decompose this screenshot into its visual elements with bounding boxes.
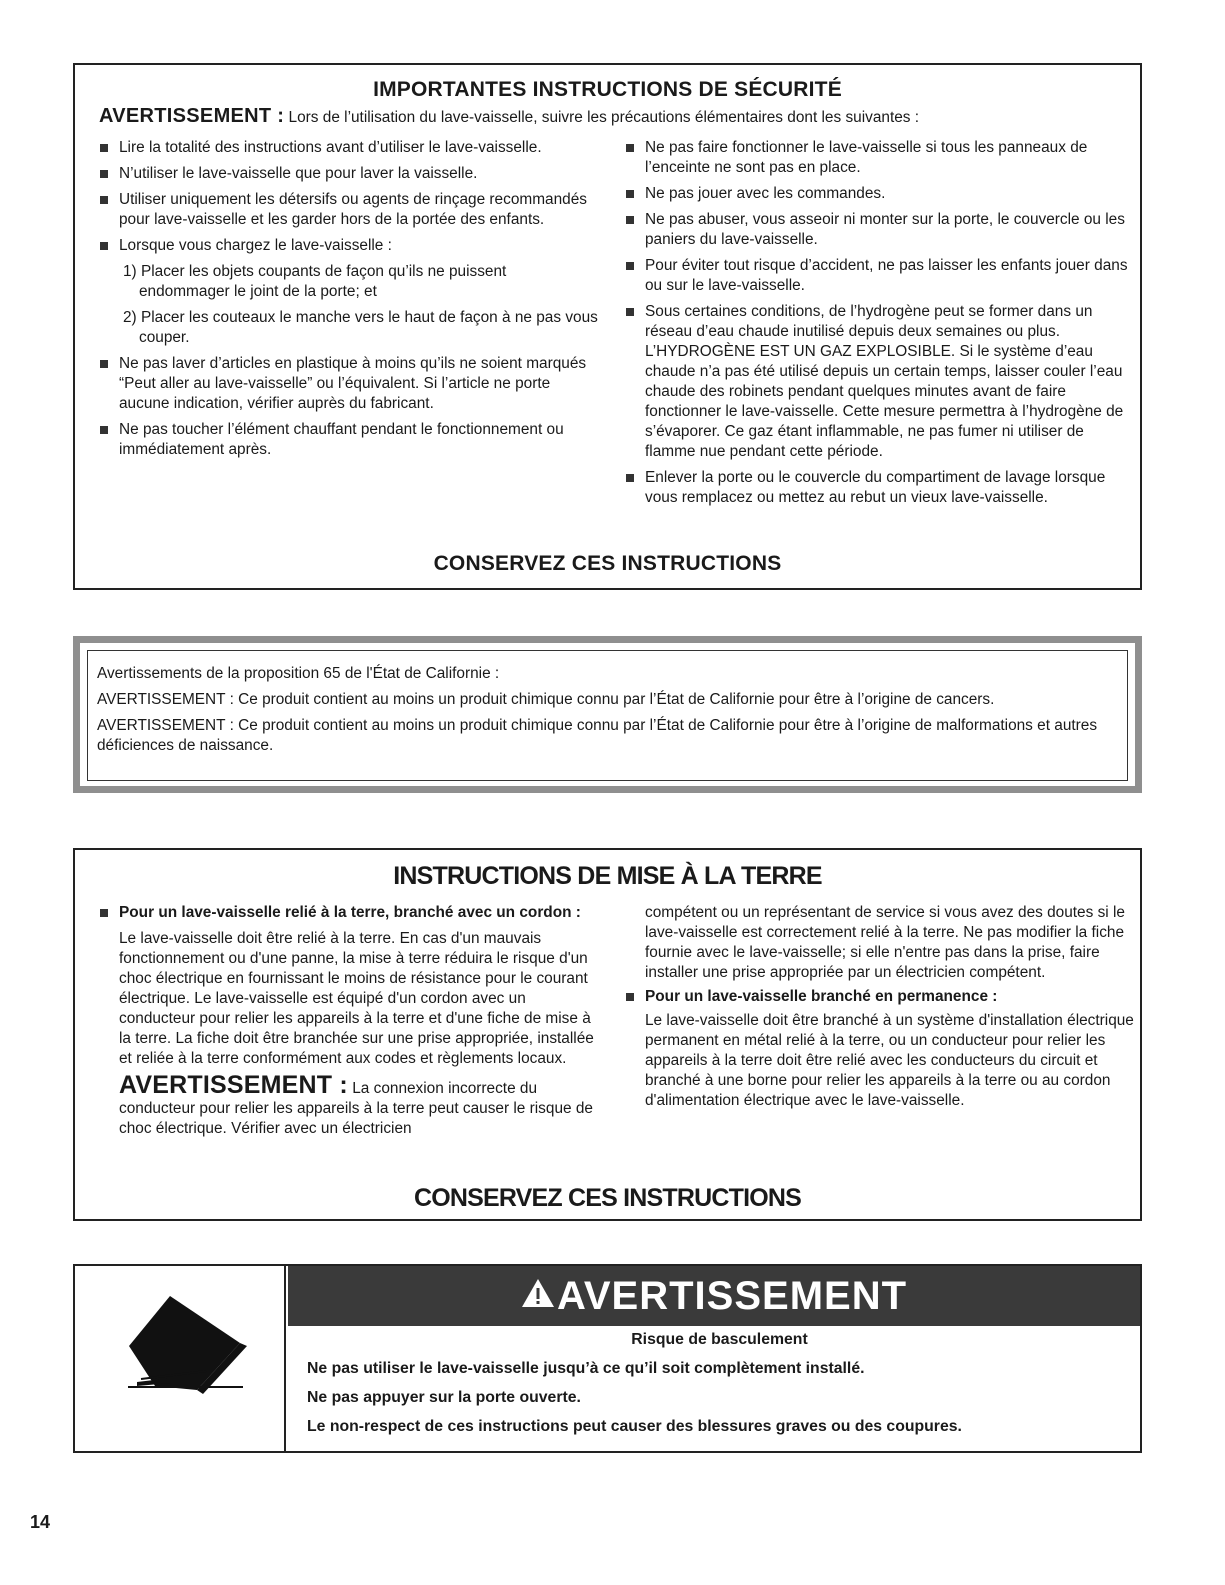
grounding-instructions-box (73, 848, 1142, 1221)
tip-over-warning-box (73, 1264, 1142, 1453)
grounding-footer: CONSERVEZ CES INSTRUCTIONS (413, 1184, 802, 1212)
safety-footer: CONSERVEZ CES INSTRUCTIONS (433, 552, 782, 575)
safety-title: IMPORTANTES INSTRUCTIONS DE SÉCURITÉ (373, 78, 842, 101)
prop65-warning-cancer: AVERTISSEMENT : Ce produit contient au moins un produit chimique connu par l’État de Californie pour être à l’origine de cancers. (97, 691, 995, 708)
grounding-warning-text: La connexion incorrecte du conducteur pour relier les appareils à la terre peut causer le risque de choc électrique. Vérifier avec un électricien (119, 1080, 593, 1137)
safety-intro-text: Lors de l’utilisation du lave-vaisselle, suivre les précautions élémentaires dont les suivantes : (284, 109, 920, 126)
tip-warning-line: Le non-respect de ces instructions peut causer des blessures graves ou des coupures. (307, 1418, 962, 1435)
list-item: Utiliser uniquement les détersifs ou agents de rinçage recommandés pour lave-vaisselle et les garder hors de la portée des enfants. (99, 190, 599, 230)
list-item: Lorsque vous chargez le lave-vaisselle : (99, 236, 599, 256)
safety-right-column (625, 138, 1135, 514)
list-item: Ne pas jouer avec les commandes. (625, 184, 1135, 204)
grounding-left-column (99, 903, 599, 1139)
grounding-title: INSTRUCTIONS DE MISE À LA TERRE (393, 862, 822, 890)
tip-warning-line: Ne pas appuyer sur la porte ouverte. (307, 1389, 581, 1406)
grounding-permanent-text: Le lave-vaisselle doit être branché à un système d'installation électrique permanent en métal relié à la terre, ou un conducteur pour relier les appareils à la terre doit être relié avec les conducteurs du circuit et branché à une borne pour relier les appareils à la terre ou au cordon d'alimentation électrique avec le lave-vaisselle. (645, 1012, 1134, 1109)
list-item: Pour éviter tout risque d’accident, ne pas laisser les enfants jouer dans ou sur le lave-vaisselle. (625, 256, 1135, 296)
loading-step: 2) Placer les couteaux le manche vers le haut de façon à ne pas vous couper. (123, 309, 598, 346)
list-item: Ne pas abuser, vous asseoir ni monter sur la porte, le couvercle ou les paniers du lave-vaisselle. (625, 210, 1135, 250)
grounding-continued-text: compétent ou un représentant de service si vous avez des doutes si le lave-vaisselle est correctement relié à la terre. Ne pas modifier la fiche fournie avec le lave-vaisselle; si elle n'entre pas dans la prise, faire installer une prise appropriée par un électricien compétent. (645, 904, 1125, 981)
grounding-warning-lead: AVERTISSEMENT : (119, 1071, 348, 1099)
safety-instructions-box (73, 63, 1142, 590)
prop65-heading: Avertissements de la proposition 65 de l'État de Californie : (97, 665, 500, 682)
list-item: N’utiliser le lave-vaisselle que pour laver la vaisselle. (99, 164, 599, 184)
loading-step: 1) Placer les objets coupants de façon qu’ils ne puissent endommager le joint de la porte; et (123, 263, 507, 300)
grounding-subheading-cord: Pour un lave-vaisselle relié à la terre, branché avec un cordon : (99, 903, 599, 923)
tip-over-icon (75, 1266, 286, 1453)
grounding-cord-text: Le lave-vaisselle doit être relié à la terre. En cas d'un mauvais fonctionnement ou d'une panne, la mise à terre réduira le risque d'un choc électrique en fournissant le moins de résistance pour le courant électrique. Le lave-vaisselle est équipé d'un cordon avec un conducteur pour relier les appareils à la terre et d'une fiche de mise à la terre. La fiche doit être branchée sur une prise appropriée, installée et reliée à la terre conformément aux codes et règlements locaux. (119, 930, 594, 1067)
prop65-content (87, 650, 1128, 781)
grounding-warning (99, 1071, 599, 1139)
grounding-right-column (625, 903, 1135, 1111)
page-number: 14 (30, 1512, 51, 1532)
tip-warning-body (307, 1330, 1132, 1446)
list-item: Enlever la porte ou le couvercle du compartiment de lavage lorsque vous remplacez ou mettez au rebut un vieux lave-vaisselle. (625, 468, 1135, 508)
tip-risk-label: Risque de basculement (631, 1331, 808, 1348)
prop65-warning-birth-defects: AVERTISSEMENT : Ce produit contient au moins un produit chimique connu par l’État de Californie pour être à l’origine de malformations et autres déficiences de naissance. (97, 717, 1098, 754)
list-item: Ne pas laver d’articles en plastique à moins qu’ils ne soient marqués “Peut aller au lave-vaisselle” ou l’équivalent. Si l’article ne porte aucune indication, vérifier auprès du fabricant. (99, 354, 599, 414)
warning-banner (288, 1266, 1140, 1326)
list-item: Ne pas toucher l’élément chauffant pendant le fonctionnement ou immédiatement après. (99, 420, 599, 460)
prop65-box (73, 636, 1142, 793)
tip-over-icon-cell (75, 1266, 286, 1451)
list-item: Lire la totalité des instructions avant d’utiliser le lave-vaisselle. (99, 138, 599, 158)
safety-intro-lead: AVERTISSEMENT : (99, 105, 285, 127)
warning-triangle-icon (521, 1265, 555, 1325)
warning-banner-text: AVERTISSEMENT (556, 1274, 908, 1318)
list-item: Sous certaines conditions, de l’hydrogène peut se former dans un réseau d’eau chaude inutilisé depuis deux semaines ou plus. L’HYDROGÈNE EST UN GAZ EXPLOSIBLE. Si le système d’eau chaude n’a pas été utilisé depuis un certain temps, laisser couler l’eau chaude des robinets pendant quelques minutes avant de faire fonctionner le lave-vaisselle. Cette mesure permettra à l’hydrogène de s’évaporer. Ce gaz étant inflammable, ne pas fumer ni utiliser de flamme nue pendant cette période. (625, 302, 1135, 462)
safety-intro (99, 105, 1132, 128)
safety-left-column (99, 138, 599, 466)
grounding-subheading-permanent: Pour un lave-vaisselle branché en permanence : (625, 987, 1135, 1007)
list-item: Ne pas faire fonctionner le lave-vaisselle si tous les panneaux de l’enceinte ne sont pas en place. (625, 138, 1135, 178)
tip-warning-line: Ne pas utiliser le lave-vaisselle jusqu’à ce qu’il soit complètement installé. (307, 1360, 865, 1377)
